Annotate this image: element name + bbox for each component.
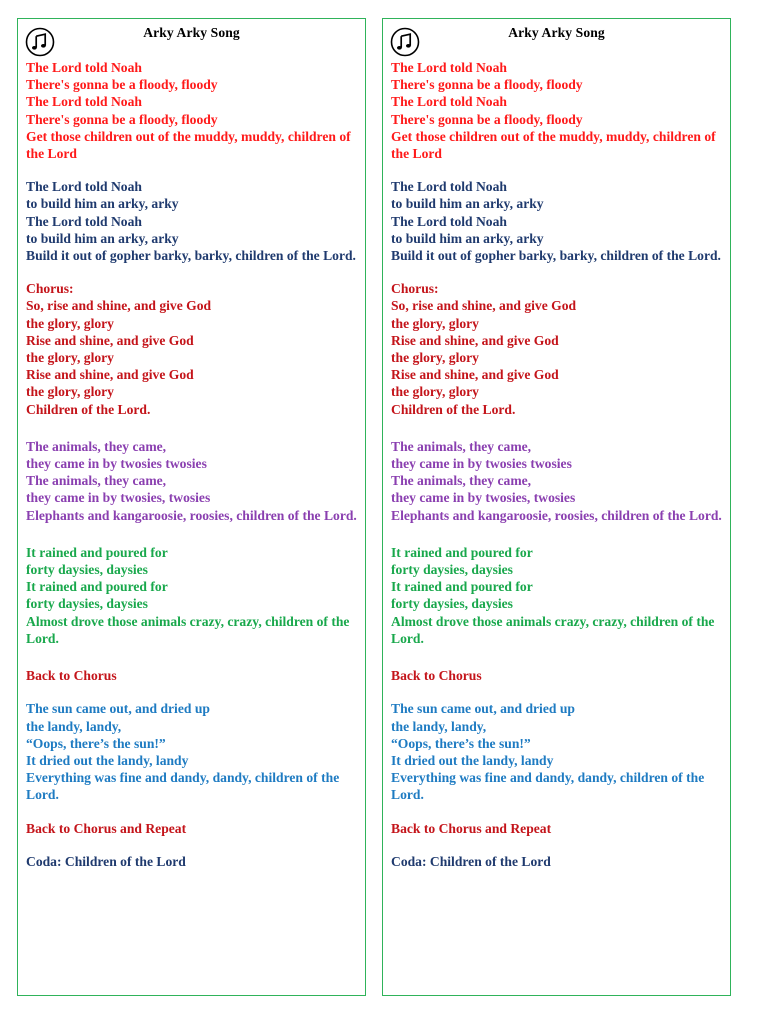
- chorus-line: the glory, glory: [26, 315, 114, 331]
- coda-text: Coda: Children of the Lord: [391, 853, 551, 869]
- chorus-heading: Chorus:: [26, 281, 74, 297]
- verse-line: The animals, they came,: [26, 438, 167, 454]
- verse-line: Build it out of gopher barky, barky, children of the Lord.: [26, 248, 356, 264]
- verse-line: they came in by twosies twosies: [26, 456, 207, 472]
- verse-line: The Lord told Noah: [26, 213, 142, 229]
- lyrics: [26, 59, 359, 886]
- verse-5: [26, 700, 359, 803]
- verse-3: [391, 438, 724, 524]
- verse-line: The animals, they came,: [391, 438, 532, 454]
- verse-3: [26, 438, 359, 524]
- verse-line: the landy, landy,: [391, 718, 487, 734]
- verse-line: they came in by twosies, twosies: [391, 490, 576, 506]
- verse-line: It rained and poured for: [26, 579, 168, 595]
- verse-line: Everything was fine and dandy, dandy, children of the Lord.: [26, 770, 340, 803]
- verse-line: It dried out the landy, landy: [26, 752, 189, 768]
- verse-line: Build it out of gopher barky, barky, children of the Lord.: [391, 248, 721, 264]
- verse-line: Elephants and kangaroosie, roosies, children of the Lord.: [391, 507, 722, 523]
- verse-line: The Lord told Noah: [391, 179, 507, 195]
- verse-line: The Lord told Noah: [391, 213, 507, 229]
- back-to-chorus-repeat-text: Back to Chorus and Repeat: [391, 820, 552, 836]
- verse-line: forty daysies, daysies: [26, 562, 148, 578]
- verse-5: [391, 700, 724, 803]
- chorus: [391, 280, 724, 418]
- chorus-line: the glory, glory: [26, 384, 114, 400]
- back-to-chorus: [26, 667, 359, 684]
- verse-4: [26, 544, 359, 647]
- back-to-chorus-repeat: [391, 820, 724, 837]
- verse-line: There's gonna be a floody, floody: [26, 77, 218, 93]
- verse-line: “Oops, there’s the sun!”: [26, 735, 166, 751]
- song-title: Arky Arky Song: [508, 25, 605, 40]
- song-title: Arky Arky Song: [143, 25, 240, 40]
- verse-line: It rained and poured for: [26, 544, 168, 560]
- verse-line: Get those children out of the muddy, muddy, children of the Lord: [26, 128, 351, 162]
- verse-line: The Lord told Noah: [26, 60, 142, 75]
- lyrics-card-right: [382, 18, 731, 996]
- verse-2: [26, 178, 359, 264]
- verse-line: The Lord told Noah: [391, 60, 507, 75]
- chorus-line: the glory, glory: [391, 384, 479, 400]
- chorus-line: Rise and shine, and give God: [391, 367, 559, 383]
- verse-line: The Lord told Noah: [26, 179, 142, 195]
- back-to-chorus-repeat: [26, 820, 359, 837]
- verse-line: The animals, they came,: [26, 473, 167, 489]
- coda-text: Coda: Children of the Lord: [26, 853, 186, 869]
- chorus-line: Children of the Lord.: [391, 401, 516, 417]
- verse-line: to build him an arky, arky: [391, 230, 544, 246]
- chorus-line: the glory, glory: [26, 350, 114, 366]
- verse-1: [26, 59, 359, 162]
- back-to-chorus-repeat-text: Back to Chorus and Repeat: [26, 820, 187, 836]
- back-to-chorus-text: Back to Chorus: [26, 668, 117, 684]
- verse-line: to build him an arky, arky: [26, 230, 179, 246]
- chorus-line: So, rise and shine, and give God: [26, 298, 212, 314]
- chorus-line: the glory, glory: [391, 315, 479, 331]
- verse-line: the landy, landy,: [26, 718, 122, 734]
- verse-line: There's gonna be a floody, floody: [391, 111, 583, 127]
- verse-line: There's gonna be a floody, floody: [391, 77, 583, 93]
- chorus-line: the glory, glory: [391, 350, 479, 366]
- lyrics-card-left: [17, 18, 366, 996]
- verse-line: There's gonna be a floody, floody: [26, 111, 218, 127]
- back-to-chorus-text: Back to Chorus: [391, 668, 482, 684]
- verse-line: It rained and poured for: [391, 544, 533, 560]
- verse-line: The Lord told Noah: [391, 94, 507, 110]
- verse-line: they came in by twosies, twosies: [26, 490, 211, 506]
- verse-line: forty daysies, daysies: [26, 596, 148, 612]
- chorus-heading: Chorus:: [391, 281, 439, 297]
- verse-line: Everything was fine and dandy, dandy, children of the Lord.: [391, 770, 705, 803]
- chorus-line: Rise and shine, and give God: [391, 332, 559, 348]
- verse-line: forty daysies, daysies: [391, 596, 513, 612]
- chorus-line: Children of the Lord.: [26, 401, 151, 417]
- verse-line: The sun came out, and dried up: [391, 701, 575, 717]
- verse-line: to build him an arky, arky: [26, 196, 179, 212]
- verse-line: Elephants and kangaroosie, roosies, children of the Lord.: [26, 507, 357, 523]
- chorus-line: Rise and shine, and give God: [26, 332, 194, 348]
- verse-line: forty daysies, daysies: [391, 562, 513, 578]
- coda: [26, 853, 359, 870]
- verse-line: Get those children out of the muddy, muddy, children of the Lord: [391, 128, 716, 162]
- verse-4: [391, 544, 724, 647]
- verse-line: The Lord told Noah: [26, 94, 142, 110]
- chorus-line: Rise and shine, and give God: [26, 367, 194, 383]
- coda: [391, 853, 724, 870]
- verse-line: It rained and poured for: [391, 579, 533, 595]
- verse-line: they came in by twosies twosies: [391, 456, 572, 472]
- verse-line: The sun came out, and dried up: [26, 701, 210, 717]
- chorus-line: So, rise and shine, and give God: [391, 298, 577, 314]
- verse-line: to build him an arky, arky: [391, 196, 544, 212]
- verse-line: “Oops, there’s the sun!”: [391, 735, 531, 751]
- verse-1: [391, 59, 724, 162]
- lyrics: [391, 59, 724, 886]
- verse-2: [391, 178, 724, 264]
- verse-line: It dried out the landy, landy: [391, 752, 554, 768]
- chorus: [26, 280, 359, 418]
- verse-line: The animals, they came,: [391, 473, 532, 489]
- back-to-chorus: [391, 667, 724, 684]
- verse-line: Almost drove those animals crazy, crazy, children of the Lord.: [391, 613, 715, 646]
- verse-line: Almost drove those animals crazy, crazy, children of the Lord.: [26, 613, 350, 646]
